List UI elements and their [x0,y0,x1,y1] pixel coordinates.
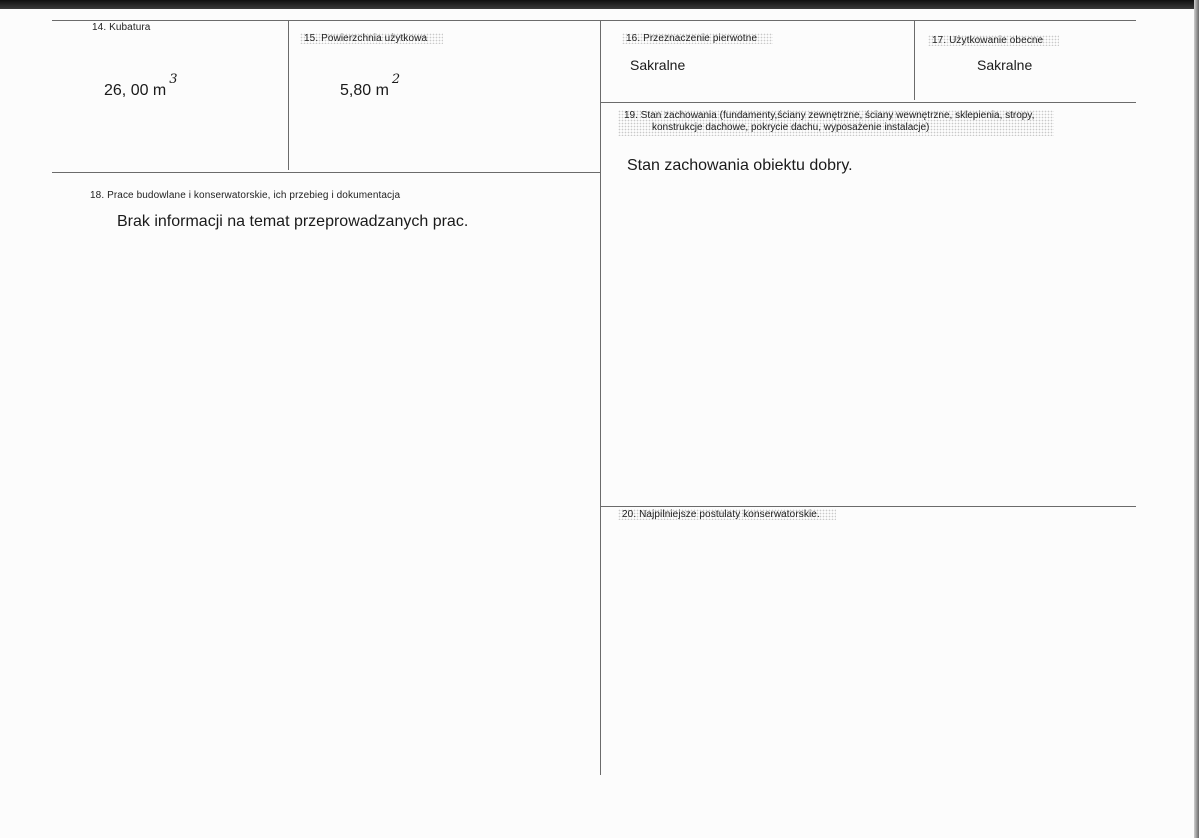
powierzchnia-number: 5,80 m [340,82,389,99]
prace-label: 18. Prace budowlane i konserwatorskie, ich przebieg i dokumentacja [90,190,401,201]
divider-14-15 [288,20,289,170]
scan-edge-right [1194,0,1199,838]
powierzchnia-unit-exponent: 2 [391,72,401,87]
stan-zachowania-value: Stan zachowania obiektu dobry. [627,157,853,174]
stan-zachowania-label-line2: konstrukcje dachowe, pokrycie dachu, wyposażenie instalacje) [652,122,930,133]
kubatura-unit-exponent: 3 [169,72,178,87]
divider-row-14-18 [52,172,600,173]
top-border-line [52,20,1136,21]
divider-row-16-19 [601,102,1136,103]
powierzchnia-value [340,72,401,100]
scan-edge-top [0,0,1199,9]
uzytkowanie-label: 17. Użytkowanie obecne [928,35,1059,46]
uzytkowanie-value: Sakralne [977,57,1033,73]
powierzchnia-label: 15. Powierzchnia użytkowa [300,33,443,44]
center-divider [600,20,601,775]
stan-zachowania-label-line1: 19. Stan zachowania (fundamenty,ściany zewnętrzne, ściany wewnętrzne, sklepienia, stropy, [624,110,1035,121]
kubatura-label: 14. Kubatura [92,22,151,33]
prace-value: Brak informacji na temat przeprowadzanych prac. [117,213,469,230]
divider-row-19-20 [601,506,1136,507]
divider-16-17 [914,20,915,100]
przeznaczenie-label: 16. Przeznaczenie pierwotne [622,33,773,44]
kubatura-value [104,72,178,100]
stan-zachowania-label [618,110,1054,136]
postulaty-label: 20. Najpilniejsze postulaty konserwatorskie. [618,509,836,520]
przeznaczenie-value: Sakralne [630,57,686,73]
kubatura-number: 26, 00 m [104,82,167,99]
